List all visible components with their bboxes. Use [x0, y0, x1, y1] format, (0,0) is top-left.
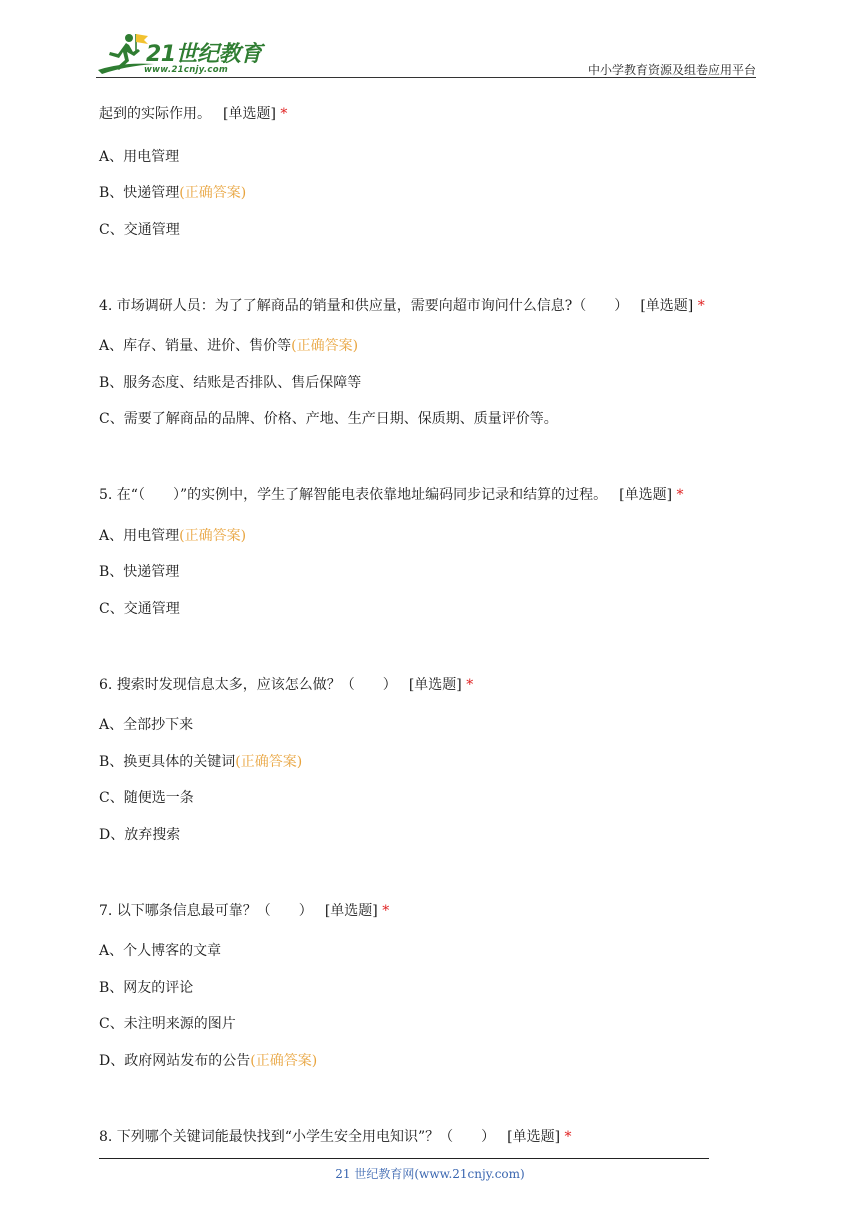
logo-url-text: www.21cnjy.com [144, 65, 228, 75]
correct-answer-marker: (正确答案) [250, 1052, 318, 1069]
question-type-tag: [单选题] [324, 902, 378, 919]
question-fragment-title [99, 106, 759, 128]
option-text: B、网友的评论 [99, 979, 194, 996]
option-item [99, 411, 759, 427]
option-text: A、用电管理 [99, 527, 180, 544]
option-item [99, 943, 759, 959]
option-text: B、快递管理 [99, 185, 180, 201]
option-item [99, 601, 759, 617]
required-marker: * [280, 106, 288, 122]
option-item [99, 222, 759, 238]
question-type-tag: [单选题] [619, 487, 673, 503]
option-text: C、交通管理 [99, 221, 180, 238]
question-title [99, 1129, 759, 1149]
option-text: D、放弃搜索 [99, 826, 181, 843]
correct-answer-marker: (正确答案) [179, 185, 247, 201]
correct-answer-marker: (正确答案) [291, 338, 359, 354]
option-item [99, 754, 759, 770]
option-item [99, 149, 759, 165]
page-header [96, 30, 756, 80]
option-text: A、全部抄下来 [99, 717, 194, 733]
option-item [99, 1053, 759, 1069]
question-text: 起到的实际作用。 [99, 106, 211, 122]
required-marker: * [676, 487, 684, 503]
option-item [99, 827, 759, 843]
header-divider [96, 77, 756, 78]
question-title [99, 903, 759, 923]
question-type-tag: [单选题] [408, 676, 462, 693]
option-text: B、快递管理 [99, 564, 180, 580]
question-text: 4. 市场调研人员：为了了解商品的销量和供应量，需要向超市询问什么信息?（ ） [99, 297, 629, 314]
option-item [99, 528, 759, 544]
question-title [99, 677, 759, 697]
option-item [99, 185, 759, 201]
logo [96, 30, 266, 76]
option-item [99, 375, 759, 391]
question-type-tag: [单选题] [507, 1128, 561, 1145]
correct-answer-marker: (正确答案) [235, 753, 303, 770]
platform-title: 中小学教育资源及组卷应用平台 [587, 63, 756, 77]
option-item [99, 564, 759, 580]
question-text: 7. 以下哪条信息最可靠？（ ） [99, 902, 313, 919]
option-item [99, 717, 759, 733]
required-marker: * [466, 676, 474, 693]
option-text: C、需要了解商品的品牌、价格、产地、生产日期、保质期、质量评价等。 [99, 411, 558, 427]
option-item [99, 338, 759, 354]
option-text: B、服务态度、结账是否排队、售后保障等 [99, 374, 362, 391]
question-type-tag: [单选题] [223, 106, 276, 122]
option-text: A、用电管理 [99, 148, 180, 165]
option-item [99, 980, 759, 996]
option-item [99, 1016, 759, 1032]
required-marker: * [382, 902, 390, 919]
option-text: D、政府网站发布的公告 [99, 1052, 251, 1069]
question-text: 5. 在“（ ）”的实例中，学生了解智能电表依靠地址编码同步记录和结算的过程。 [99, 487, 608, 503]
required-marker: * [697, 297, 705, 314]
question-title [99, 298, 759, 318]
option-text: A、库存、销量、进价、售价等 [99, 338, 292, 354]
option-text: C、随便选一条 [99, 790, 194, 806]
correct-answer-marker: (正确答案) [179, 527, 247, 544]
question-type-tag: [单选题] [640, 297, 694, 314]
option-text: C、未注明来源的图片 [99, 1016, 236, 1032]
required-marker: * [564, 1128, 572, 1145]
logo-brand-text: 21世纪教育 [146, 42, 262, 67]
footer-divider [99, 1158, 709, 1159]
question-title [99, 487, 759, 507]
option-text: B、换更具体的关键词 [99, 753, 236, 770]
page-footer: 21 世纪教育网(www.21cnjy.com) [335, 1167, 525, 1181]
question-text: 8. 下列哪个关键词能最快找到“小学生安全用电知识”？（ ） [99, 1128, 496, 1145]
question-list [99, 106, 759, 1149]
option-item [99, 790, 759, 806]
option-text: C、交通管理 [99, 600, 180, 617]
question-text: 6. 搜索时发现信息太多，应该怎么做？（ ） [99, 676, 397, 693]
option-text: A、个人博客的文章 [99, 943, 222, 959]
